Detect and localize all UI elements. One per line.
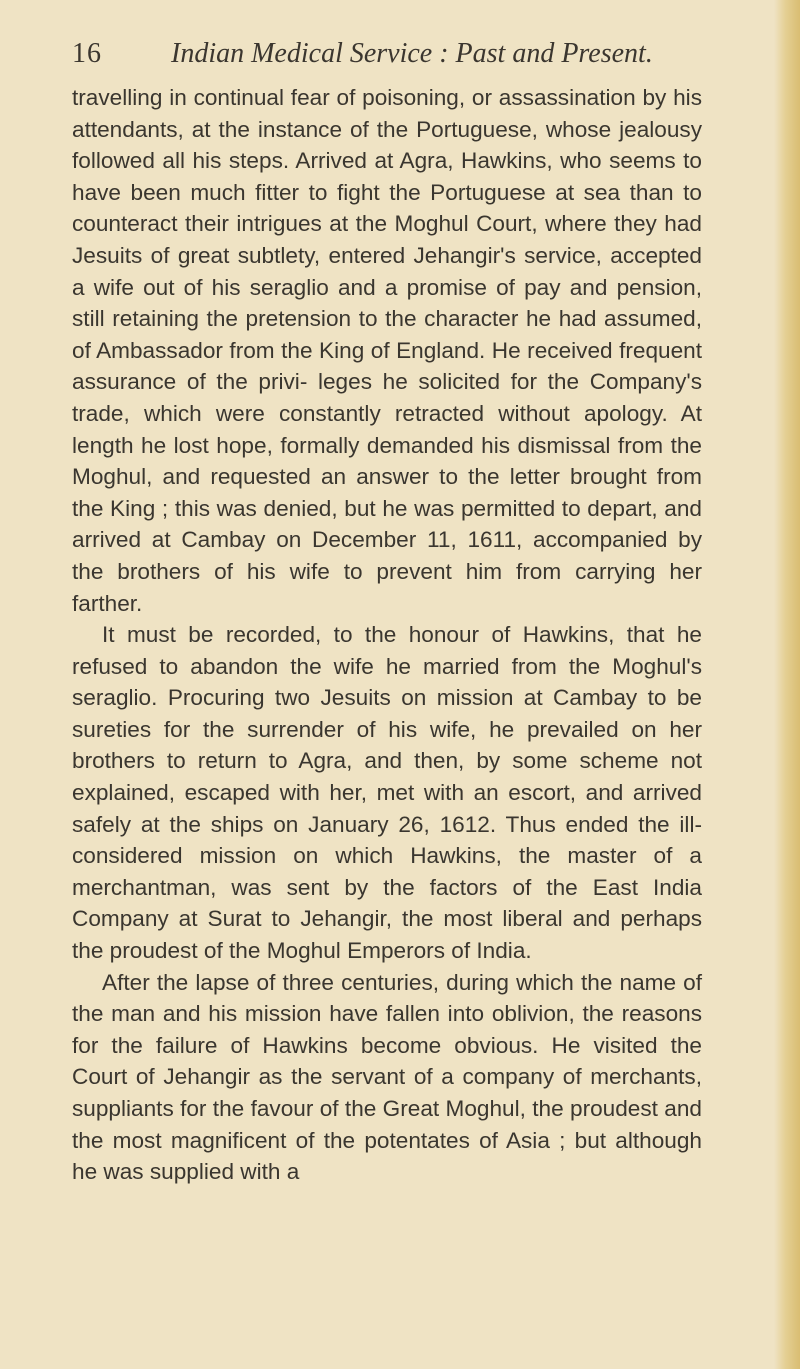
- paragraph-continued: travelling in continual fear of poisoning, or assassination by his attendants, at the instance of the Portuguese, whose jealousy followed all his steps. Arrived at Agra, Hawkins, who seems to have been much fitter to fight the Portuguese at sea than to counteract their intrigues at the Moghul Court, where they had Jesuits of great subtlety, entered Jehangir's service, accepted a wife out of his seraglio and a promise of pay and pension, still retaining the pretension to the character he had assumed, of Ambassador from the King of England. He received frequent assurance of the privi- leges he solicited for the Company's trade, which were constantly retracted without apology. At length he lost hope, formally demanded his dismissal from the Moghul, and requested an answer to the letter brought from the King ; this was denied, but he was permitted to depart, and arrived at Cambay on December 11, 1611, accompanied by the brothers of his wife to prevent him from carrying her farther.: [72, 85, 702, 616]
- paragraph-three-centuries: After the lapse of three centuries, during which the name of the man and his mission have fallen into oblivion, the reasons for the failure of Hawkins become obvious. He visited the Court of Jehangir as the servant of a company of merchants, suppliants for the favour of the Great Moghul, the proudest and the most magnificent of the potentates of Asia ; but although he was supplied with a: [72, 969, 702, 1185]
- running-title: Indian Medical Service : Past and Present.: [171, 38, 653, 69]
- body-text: [72, 82, 702, 1188]
- paragraph-hawkins-honour: It must be recorded, to the honour of Hawkins, that he refused to abandon the wife he married from the Moghul's seraglio. Procuring two Jesuits on mission at Cambay to be sureties for the surrender of his wife, he prevailed on her brothers to return to Agra, and then, by some scheme not explained, escaped with her, met with an escort, and arrived safely at the ships on January 26, 1612. Thus ended the ill-considered mission on which Hawkins, the master of a merchantman, was sent by the factors of the East India Company at Surat to Jehangir, the most liberal and perhaps the proudest of the Moghul Emperors of India.: [72, 622, 702, 964]
- page-edge-shading: [774, 0, 800, 1369]
- page-number: 16: [72, 38, 102, 69]
- page-header: [72, 36, 752, 76]
